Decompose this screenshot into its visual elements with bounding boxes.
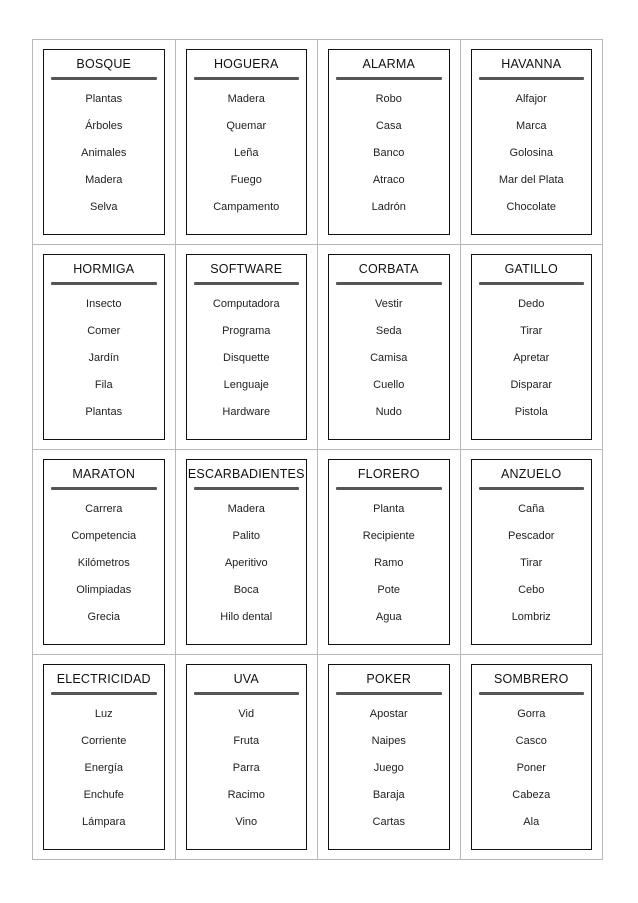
forbidden-word: Ala bbox=[523, 816, 540, 828]
forbidden-word: Luz bbox=[94, 708, 113, 720]
forbidden-word: Caña bbox=[518, 503, 545, 515]
forbidden-word: Disparar bbox=[510, 379, 553, 391]
card-title: ELECTRICIDAD bbox=[56, 672, 151, 686]
forbidden-word: Campamento bbox=[213, 201, 280, 213]
forbidden-word: Agua bbox=[375, 611, 402, 623]
forbidden-word: Animales bbox=[81, 147, 127, 159]
forbidden-word: Gorra bbox=[517, 708, 546, 720]
forbidden-word: Vino bbox=[235, 816, 258, 828]
word-card bbox=[471, 254, 593, 440]
forbidden-word: Grecia bbox=[87, 611, 120, 623]
forbidden-word: Pistola bbox=[514, 406, 548, 418]
forbidden-word-list bbox=[472, 708, 592, 843]
word-card bbox=[186, 459, 308, 645]
forbidden-word: Plantas bbox=[85, 93, 123, 105]
title-divider bbox=[336, 487, 442, 490]
card-cell bbox=[33, 245, 176, 450]
card-title: FLORERO bbox=[357, 467, 420, 481]
word-card bbox=[471, 664, 593, 850]
forbidden-word: Apostar bbox=[369, 708, 408, 720]
forbidden-word: Palito bbox=[232, 530, 261, 542]
forbidden-word: Olimpiadas bbox=[76, 584, 132, 596]
forbidden-word: Disquette bbox=[223, 352, 270, 364]
forbidden-word: Leña bbox=[234, 147, 259, 159]
word-card bbox=[43, 459, 165, 645]
forbidden-word: Apretar bbox=[513, 352, 550, 364]
word-card bbox=[186, 664, 308, 850]
card-title: CORBATA bbox=[358, 262, 419, 276]
forbidden-word: Tirar bbox=[520, 325, 543, 337]
forbidden-word-list bbox=[472, 298, 592, 433]
forbidden-word-list bbox=[472, 503, 592, 638]
card-cell bbox=[33, 40, 176, 245]
forbidden-word: Pote bbox=[377, 584, 401, 596]
forbidden-word: Camisa bbox=[370, 352, 408, 364]
title-divider bbox=[336, 77, 442, 80]
forbidden-word: Madera bbox=[227, 503, 265, 515]
forbidden-word: Naipes bbox=[371, 735, 406, 747]
forbidden-word: Casa bbox=[375, 120, 402, 132]
forbidden-word: Vestir bbox=[374, 298, 403, 310]
forbidden-word-list bbox=[44, 93, 164, 228]
forbidden-word: Competencia bbox=[71, 530, 137, 542]
forbidden-word: Ramo bbox=[374, 557, 404, 569]
word-card bbox=[328, 49, 450, 235]
forbidden-word: Insecto bbox=[86, 298, 122, 310]
forbidden-word-list bbox=[44, 298, 164, 433]
card-cell bbox=[318, 450, 461, 655]
forbidden-word: Tirar bbox=[520, 557, 543, 569]
forbidden-word: Lámpara bbox=[82, 816, 126, 828]
title-divider bbox=[336, 282, 442, 285]
card-cell bbox=[461, 40, 604, 245]
forbidden-word: Boca bbox=[233, 584, 259, 596]
card-cell bbox=[33, 450, 176, 655]
forbidden-word-list bbox=[187, 708, 307, 843]
card-title: GATILLO bbox=[504, 262, 558, 276]
card-cell bbox=[461, 450, 604, 655]
forbidden-word: Alfajor bbox=[515, 93, 547, 105]
title-divider bbox=[194, 692, 300, 695]
card-title: HAVANNA bbox=[501, 57, 562, 71]
word-card bbox=[328, 459, 450, 645]
title-divider bbox=[194, 77, 300, 80]
title-divider bbox=[194, 282, 300, 285]
forbidden-word-list bbox=[187, 93, 307, 228]
title-divider bbox=[51, 77, 157, 80]
forbidden-word: Fruta bbox=[233, 735, 260, 747]
forbidden-word: Computadora bbox=[212, 298, 280, 310]
card-cell bbox=[176, 450, 319, 655]
forbidden-word: Hardware bbox=[222, 406, 271, 418]
card-cell bbox=[33, 655, 176, 860]
card-cell bbox=[461, 655, 604, 860]
title-divider bbox=[479, 282, 585, 285]
forbidden-word: Hilo dental bbox=[220, 611, 273, 623]
card-cell bbox=[176, 655, 319, 860]
forbidden-word: Kilómetros bbox=[77, 557, 130, 569]
title-divider bbox=[479, 692, 585, 695]
word-card bbox=[186, 49, 308, 235]
card-title: ANZUELO bbox=[501, 467, 562, 481]
card-title: BOSQUE bbox=[76, 57, 132, 71]
title-divider bbox=[336, 692, 442, 695]
forbidden-word: Poner bbox=[516, 762, 546, 774]
forbidden-word: Cabeza bbox=[512, 789, 551, 801]
card-title: UVA bbox=[233, 672, 259, 686]
forbidden-word: Chocolate bbox=[506, 201, 557, 213]
forbidden-word: Pescador bbox=[508, 530, 555, 542]
title-divider bbox=[194, 487, 300, 490]
forbidden-word: Lenguaje bbox=[223, 379, 269, 391]
forbidden-word: Fila bbox=[94, 379, 113, 391]
title-divider bbox=[51, 692, 157, 695]
forbidden-word: Aperitivo bbox=[224, 557, 268, 569]
forbidden-word: Cuello bbox=[373, 379, 405, 391]
forbidden-word: Mar del Plata bbox=[498, 174, 564, 186]
forbidden-word: Marca bbox=[515, 120, 547, 132]
card-title: ALARMA bbox=[362, 57, 416, 71]
word-card bbox=[43, 664, 165, 850]
card-cell bbox=[318, 655, 461, 860]
forbidden-word-list bbox=[44, 708, 164, 843]
forbidden-word: Fuego bbox=[230, 174, 262, 186]
title-divider bbox=[51, 282, 157, 285]
forbidden-word: Juego bbox=[373, 762, 404, 774]
forbidden-word: Jardín bbox=[88, 352, 120, 364]
forbidden-word: Enchufe bbox=[83, 789, 124, 801]
forbidden-word: Comer bbox=[87, 325, 121, 337]
word-card bbox=[43, 254, 165, 440]
forbidden-word: Cartas bbox=[372, 816, 405, 828]
forbidden-word: Planta bbox=[373, 503, 405, 515]
card-title: SOFTWARE bbox=[210, 262, 283, 276]
card-title: HORMIGA bbox=[73, 262, 135, 276]
forbidden-word: Racimo bbox=[227, 789, 265, 801]
forbidden-word-list bbox=[187, 503, 307, 638]
word-card bbox=[471, 49, 593, 235]
forbidden-word: Cebo bbox=[518, 584, 545, 596]
forbidden-word: Seda bbox=[375, 325, 402, 337]
forbidden-word: Dedo bbox=[518, 298, 545, 310]
forbidden-word: Robo bbox=[375, 93, 402, 105]
card-cell bbox=[461, 245, 604, 450]
forbidden-word: Carrera bbox=[85, 503, 123, 515]
card-title: MARATON bbox=[72, 467, 136, 481]
card-title: SOMBRERO bbox=[493, 672, 569, 686]
forbidden-word: Programa bbox=[222, 325, 271, 337]
card-title: HOGUERA bbox=[213, 57, 279, 71]
forbidden-word: Quemar bbox=[226, 120, 267, 132]
card-sheet bbox=[32, 39, 603, 860]
forbidden-word: Plantas bbox=[85, 406, 123, 418]
forbidden-word-list bbox=[44, 503, 164, 638]
word-card bbox=[43, 49, 165, 235]
forbidden-word: Nudo bbox=[375, 406, 402, 418]
forbidden-word: Energía bbox=[84, 762, 124, 774]
card-cell bbox=[318, 245, 461, 450]
forbidden-word: Baraja bbox=[372, 789, 405, 801]
card-cell bbox=[176, 245, 319, 450]
title-divider bbox=[479, 487, 585, 490]
card-cell bbox=[318, 40, 461, 245]
card-title: ESCARBADIENTES bbox=[187, 467, 305, 481]
word-card bbox=[186, 254, 308, 440]
forbidden-word: Golosina bbox=[509, 147, 553, 159]
forbidden-word-list bbox=[329, 93, 449, 228]
forbidden-word-list bbox=[329, 708, 449, 843]
card-cell bbox=[176, 40, 319, 245]
forbidden-word: Recipiente bbox=[362, 530, 415, 542]
forbidden-word: Lombriz bbox=[511, 611, 551, 623]
forbidden-word: Ladrón bbox=[371, 201, 406, 213]
forbidden-word: Árboles bbox=[85, 120, 123, 132]
card-title: POKER bbox=[366, 672, 412, 686]
forbidden-word-list bbox=[329, 503, 449, 638]
forbidden-word-list bbox=[329, 298, 449, 433]
title-divider bbox=[479, 77, 585, 80]
forbidden-word: Banco bbox=[373, 147, 405, 159]
title-divider bbox=[51, 487, 157, 490]
forbidden-word: Corriente bbox=[81, 735, 127, 747]
forbidden-word: Selva bbox=[89, 201, 118, 213]
forbidden-word: Parra bbox=[232, 762, 260, 774]
forbidden-word: Casco bbox=[515, 735, 547, 747]
forbidden-word: Madera bbox=[227, 93, 265, 105]
forbidden-word: Madera bbox=[85, 174, 123, 186]
word-card bbox=[328, 664, 450, 850]
forbidden-word: Atraco bbox=[372, 174, 405, 186]
forbidden-word: Vid bbox=[238, 708, 255, 720]
word-card bbox=[471, 459, 593, 645]
forbidden-word-list bbox=[187, 298, 307, 433]
word-card bbox=[328, 254, 450, 440]
forbidden-word-list bbox=[472, 93, 592, 228]
